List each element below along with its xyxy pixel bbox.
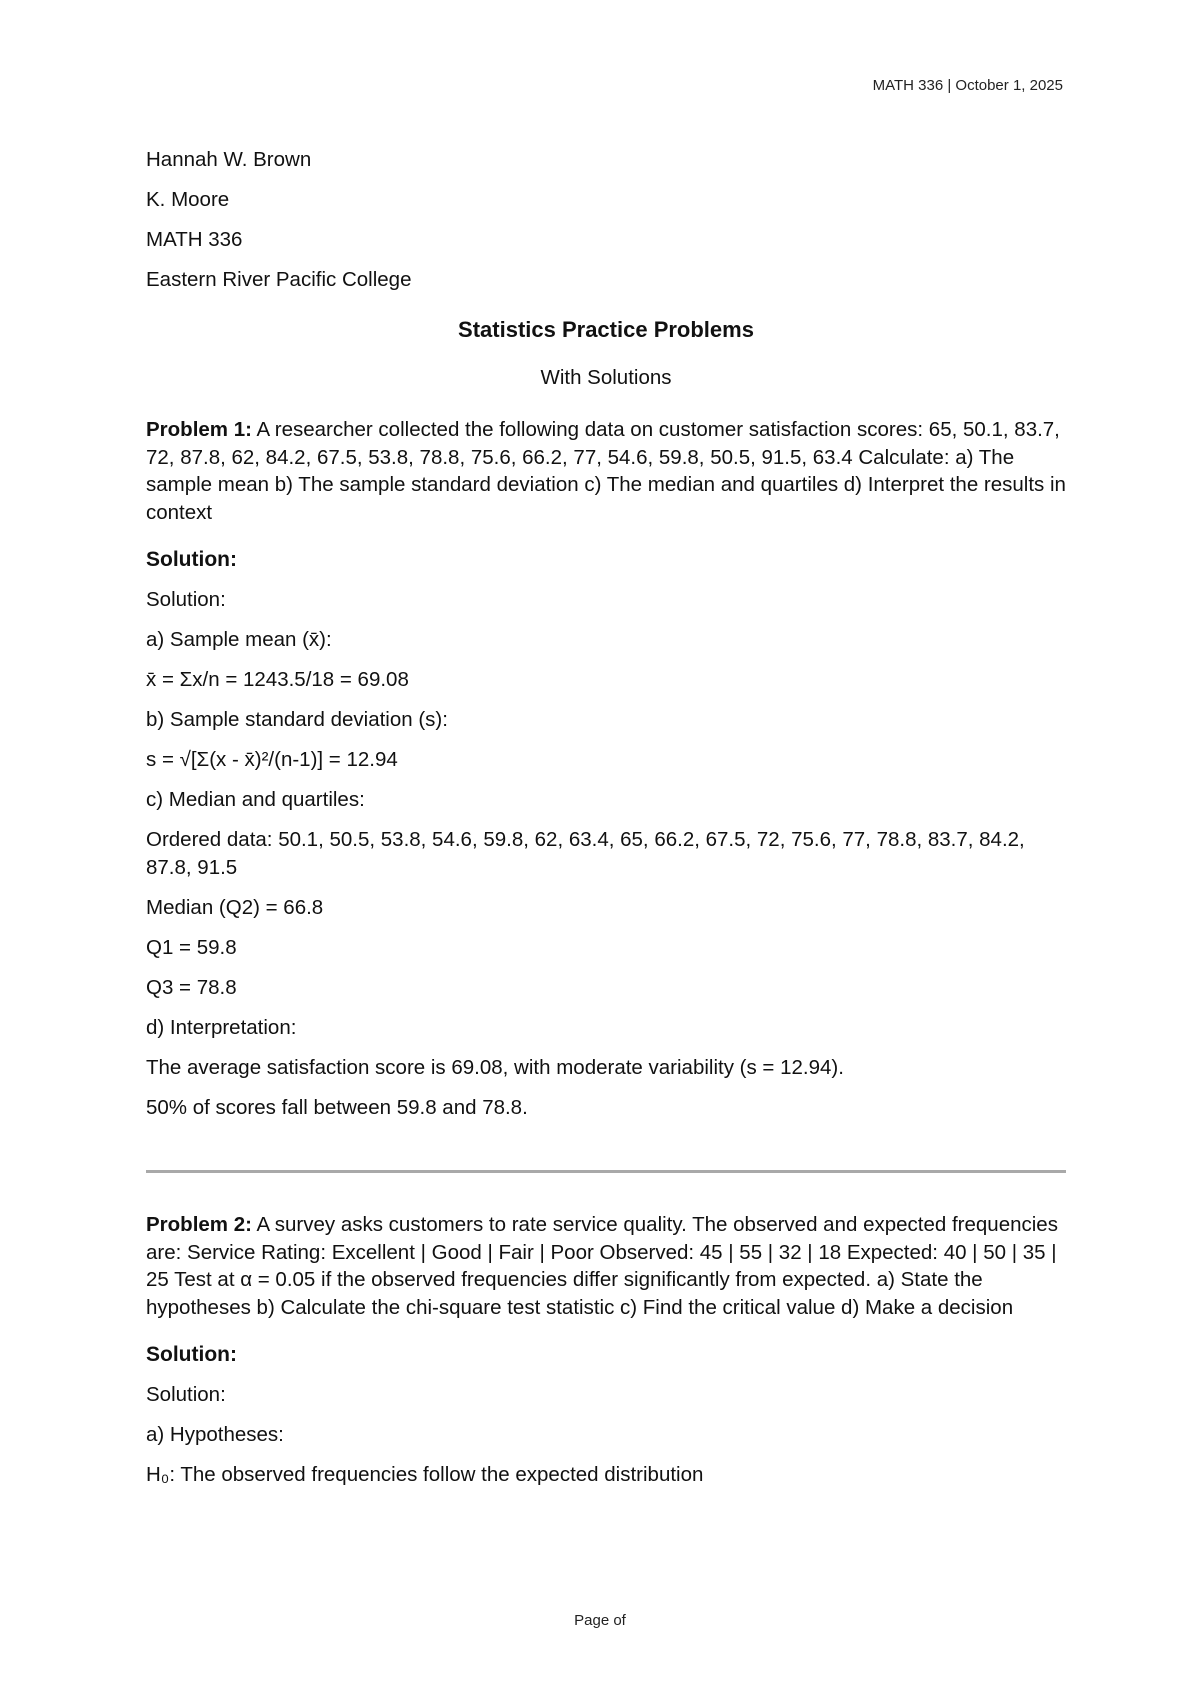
page-footer: Page of bbox=[574, 1612, 626, 1629]
solution-line: d) Interpretation: bbox=[146, 1016, 297, 1039]
solution-line: s = √[Σ(x - x̄)²/(n-1)] = 12.94 bbox=[146, 748, 398, 771]
course-name: MATH 336 bbox=[146, 228, 243, 251]
problem-2-statement bbox=[146, 1211, 1066, 1321]
document-title: Statistics Practice Problems bbox=[458, 317, 754, 342]
solution-line: a) Hypotheses: bbox=[146, 1423, 284, 1446]
problem-1-text: A researcher collected the following data on customer satisfaction scores: 65, 50.1, 83.7, 72, 87.8, 62, 84.2, 67.5, 53.8, 78.8, 75.6, 66.2, 77, 54.6, 59.8, 50.5, 91.5, 63.4 Calculate: a) The sample mean b) The sample standard deviation c) The median and quartiles d) Interpret the results in context bbox=[146, 418, 1066, 524]
page-header: MATH 336 | October 1, 2025 bbox=[872, 77, 1063, 94]
document-subtitle: With Solutions bbox=[540, 366, 672, 389]
problem-2-solution-heading: Solution: bbox=[146, 1343, 237, 1366]
solution-line: Solution: bbox=[146, 1383, 226, 1406]
problem-2-text: A survey asks customers to rate service quality. The observed and expected frequencies are: Service Rating: Excellent | Good | Fair | Poor Observed: 45 | 55 | 32 | 18 Expected: 40 | 50 | 35 | 25 Test at α = 0.05 if the observed frequencies differ significantly from expected. a) State the hypotheses b) Calculate the chi-square test statistic c) Find the critical value d) Make a decision bbox=[146, 1213, 1058, 1319]
section-divider bbox=[146, 1170, 1066, 1173]
solution-line: Ordered data: 50.1, 50.5, 53.8, 54.6, 59.8, 62, 63.4, 65, 66.2, 67.5, 72, 75.6, 77, 78.8, 83.7, 84.2, 87.8, 91.5 bbox=[146, 828, 1025, 879]
solution-line: x̄ = Σx/n = 1243.5/18 = 69.08 bbox=[146, 668, 409, 691]
instructor-name: K. Moore bbox=[146, 188, 230, 211]
solution-line: Median (Q2) = 66.8 bbox=[146, 896, 324, 919]
solution-line: Q1 = 59.8 bbox=[146, 936, 237, 959]
solution-line: Solution: bbox=[146, 588, 226, 611]
solution-line: The average satisfaction score is 69.08, with moderate variability (s = 12.94). bbox=[146, 1056, 844, 1079]
problem-2-label: Problem 2: bbox=[146, 1213, 252, 1236]
institution-name: Eastern River Pacific College bbox=[146, 268, 412, 291]
solution-line: c) Median and quartiles: bbox=[146, 788, 365, 811]
problem-1-solution-heading: Solution: bbox=[146, 548, 237, 571]
solution-line: a) Sample mean (x̄): bbox=[146, 628, 332, 651]
solution-line: b) Sample standard deviation (s): bbox=[146, 708, 448, 731]
student-name: Hannah W. Brown bbox=[146, 148, 312, 171]
solution-line: H₀: The observed frequencies follow the expected distribution bbox=[146, 1463, 704, 1486]
problem-1-statement bbox=[146, 416, 1066, 526]
problem-1-label: Problem 1: bbox=[146, 418, 252, 441]
solution-line: Q3 = 78.8 bbox=[146, 976, 237, 999]
solution-line: 50% of scores fall between 59.8 and 78.8. bbox=[146, 1096, 528, 1119]
document-body bbox=[146, 146, 1066, 1501]
